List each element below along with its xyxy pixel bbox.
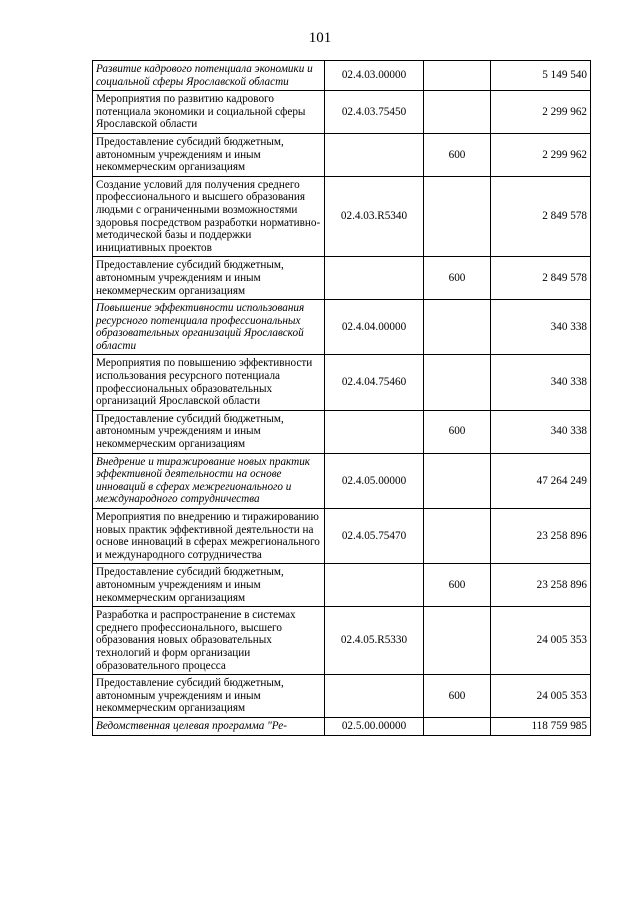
row-code-cell: 02.4.05.00000 — [325, 453, 424, 508]
table-row — [93, 410, 591, 453]
row-code-cell — [325, 257, 424, 300]
row-code-cell: 02.4.04.00000 — [325, 300, 424, 355]
row-name-cell: Предоставление субсидий бюджетным, автономным учреждениям и иным некоммерческим организациям — [93, 564, 325, 607]
row-amount-cell: 340 338 — [491, 410, 591, 453]
row-amount-cell: 47 264 249 — [491, 453, 591, 508]
row-expense-type-cell: 600 — [424, 133, 491, 176]
row-expense-type-cell — [424, 91, 491, 134]
row-expense-type-cell — [424, 176, 491, 257]
row-amount-cell: 24 005 353 — [491, 675, 591, 718]
row-expense-type-cell — [424, 300, 491, 355]
table-row — [93, 257, 591, 300]
row-name-cell: Предоставление субсидий бюджетным, автономным учреждениям и иным некоммерческим организациям — [93, 675, 325, 718]
row-code-cell: 02.4.05.R5330 — [325, 607, 424, 675]
row-name-cell: Предоставление субсидий бюджетным, автономным учреждениям и иным некоммерческим организациям — [93, 410, 325, 453]
row-expense-type-cell — [424, 717, 491, 735]
row-code-cell: 02.4.03.R5340 — [325, 176, 424, 257]
row-code-cell — [325, 410, 424, 453]
row-name-cell: Мероприятия по повышению эффективности использования ресурсного потенциала профессиональных образовательных организаций Ярославской области — [93, 355, 325, 410]
row-code-cell — [325, 564, 424, 607]
row-name-cell: Внедрение и тиражирование новых практик эффективной деятельности на основе инноваций в сферах межрегионального и международного сотрудничества — [93, 453, 325, 508]
row-code-cell — [325, 675, 424, 718]
row-expense-type-cell: 600 — [424, 564, 491, 607]
row-amount-cell: 2 849 578 — [491, 257, 591, 300]
row-name-cell: Создание условий для получения среднего профессионального и высшего образования людьми с ограниченными возможностями здоровья посредством разработки нормативно-методической базы и поддержки инициативных проектов — [93, 176, 325, 257]
budget-table-body — [93, 61, 591, 736]
row-name-cell: Мероприятия по внедрению и тиражированию новых практик эффективной деятельности на основе инноваций в сферах межрегионального и международного сотрудничества — [93, 509, 325, 564]
row-amount-cell: 2 299 962 — [491, 91, 591, 134]
row-expense-type-cell — [424, 355, 491, 410]
row-expense-type-cell: 600 — [424, 257, 491, 300]
budget-table — [92, 60, 591, 736]
table-row — [93, 300, 591, 355]
row-expense-type-cell — [424, 509, 491, 564]
row-amount-cell: 2 299 962 — [491, 133, 591, 176]
row-expense-type-cell: 600 — [424, 675, 491, 718]
row-expense-type-cell: 600 — [424, 410, 491, 453]
row-amount-cell: 23 258 896 — [491, 509, 591, 564]
table-row — [93, 453, 591, 508]
row-amount-cell: 118 759 985 — [491, 717, 591, 735]
row-name-cell: Разработка и распространение в системах среднего профессионального, высшего образования новых образовательных технологий и форм организации образовательного процесса — [93, 607, 325, 675]
table-row — [93, 61, 591, 91]
row-code-cell — [325, 133, 424, 176]
table-row — [93, 675, 591, 718]
row-name-cell: Повышение эффективности использования ресурсного потенциала профессиональных образовательных организаций Ярославской области — [93, 300, 325, 355]
row-amount-cell: 24 005 353 — [491, 607, 591, 675]
table-row — [93, 607, 591, 675]
table-row — [93, 509, 591, 564]
row-expense-type-cell — [424, 61, 491, 91]
row-expense-type-cell — [424, 453, 491, 508]
row-name-cell: Мероприятия по развитию кадрового потенциала экономики и социальной сферы Ярославской области — [93, 91, 325, 134]
row-name-cell: Предоставление субсидий бюджетным, автономным учреждениям и иным некоммерческим организациям — [93, 133, 325, 176]
row-code-cell: 02.4.05.75470 — [325, 509, 424, 564]
table-row — [93, 133, 591, 176]
table-row — [93, 717, 591, 735]
row-name-cell: Развитие кадрового потенциала экономики и социальной сферы Ярославской области — [93, 61, 325, 91]
table-row — [93, 176, 591, 257]
row-amount-cell: 5 149 540 — [491, 61, 591, 91]
table-row — [93, 91, 591, 134]
row-amount-cell: 340 338 — [491, 355, 591, 410]
row-code-cell: 02.5.00.00000 — [325, 717, 424, 735]
row-name-cell: Предоставление субсидий бюджетным, автономным учреждениям и иным некоммерческим организациям — [93, 257, 325, 300]
row-code-cell: 02.4.04.75460 — [325, 355, 424, 410]
row-name-cell: Ведомственная целевая программа "Ре- — [93, 717, 325, 735]
row-code-cell: 02.4.03.00000 — [325, 61, 424, 91]
row-code-cell: 02.4.03.75450 — [325, 91, 424, 134]
table-row — [93, 564, 591, 607]
row-amount-cell: 340 338 — [491, 300, 591, 355]
page-number: 101 — [308, 30, 332, 46]
table-row — [93, 355, 591, 410]
row-amount-cell: 23 258 896 — [491, 564, 591, 607]
row-expense-type-cell — [424, 607, 491, 675]
row-amount-cell: 2 849 578 — [491, 176, 591, 257]
